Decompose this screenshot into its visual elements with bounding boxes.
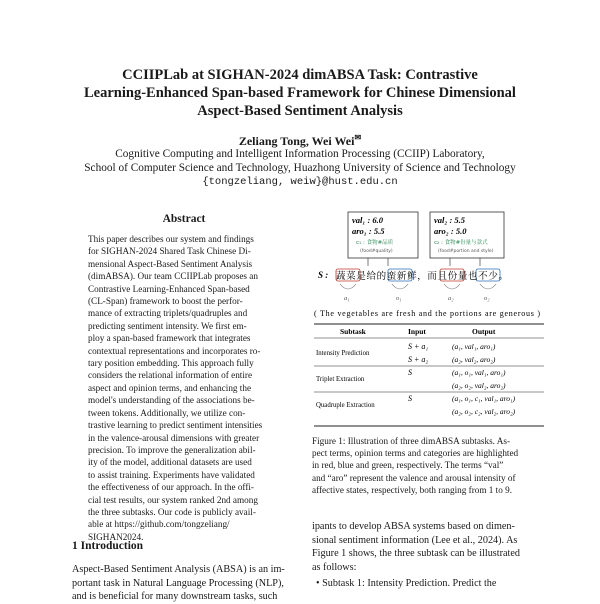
abstract-line: ploy a span-based framework that integrates <box>88 333 251 344</box>
span-label-o2: o₂ <box>484 295 490 302</box>
span-label-a1: a₁ <box>344 295 350 302</box>
table-header-output: Output <box>472 327 496 336</box>
span-arc-o1 <box>392 284 408 289</box>
table-cell-output: (a₂, o₂, val₂, aro₂) <box>452 381 506 390</box>
connector-2 <box>450 258 480 266</box>
table-header-subtask: Subtask <box>340 327 366 336</box>
envelope-icon: ✉ <box>354 133 362 142</box>
span-arc-a1 <box>340 284 356 289</box>
abstract-line: ity of the model, additional datasets are used <box>88 457 252 468</box>
title-line: Learning-Enhanced Span-based Framework for Chinese Dimensional <box>84 85 516 101</box>
abstract-line: mensional Aspect-Based Sentiment Analysis <box>88 258 253 269</box>
affiliation-line: School of Computer Science and Technology, Huazhong University of Science and Technology <box>84 162 516 174</box>
table-cell-subtask: Intensity Prediction <box>316 350 370 357</box>
span-label-a2: a₂ <box>448 295 454 302</box>
abstract-line: predicting sentiment intensity. We first em- <box>88 320 247 331</box>
abstract-heading: Abstract <box>162 213 206 225</box>
abstract-body <box>88 233 282 543</box>
body-line: ipants to develop ABSA systems based on dimen- <box>312 521 515 532</box>
affiliation-line: Cognitive Computing and Intelligent Information Processing (CCIIP) Laboratory, <box>115 148 485 160</box>
table-cell-input: S + a₁ <box>408 342 429 351</box>
title-line: CCIIPLab at SIGHAN-2024 dimABSA Task: Contrastive <box>122 67 478 83</box>
abstract-line: for SIGHAN-2024 Shared Task Chinese Di- <box>88 246 251 257</box>
affiliation <box>30 147 570 189</box>
sentence: 蔬菜是给的蛮新鲜，而且份量也不少。 <box>336 271 508 282</box>
intro-body <box>72 563 308 604</box>
abstract-line: tary position embedding. This approach fully <box>88 358 254 369</box>
abstract-line: (CL-Span) framework to boost the perfor- <box>88 296 243 307</box>
box1-aro: aro₁ : 5.5 <box>352 226 385 236</box>
box2-val: val₂ : 5.5 <box>434 215 466 225</box>
box2-aro: aro₂ : 5.0 <box>434 226 467 236</box>
intro-line: Aspect-Based Sentiment Analysis (ABSA) is an im- <box>72 564 285 575</box>
abstract-line: mance of extracting triplets/quadruples and <box>88 308 248 319</box>
table-cell-subtask: Triplet Extraction <box>316 376 365 383</box>
abstract-line: able at https://github.com/tongzeliang/ <box>88 519 230 530</box>
abstract-line: cial test results, our system ranked 2nd among <box>88 494 258 505</box>
table-cell-output: (a₁, val₁, aro₁) <box>452 342 496 351</box>
title-line: Aspect-Based Sentiment Analysis <box>197 103 403 119</box>
abstract-line: the three subtasks. Our code is publicly avail- <box>88 506 256 517</box>
caption-line: pect terms, opinion terms and categories are highlighted <box>312 448 519 459</box>
abstract-line: contextual representations and incorporates ro- <box>88 345 261 356</box>
right-body <box>312 520 544 574</box>
translation: ( The vegetables are fresh and the portions are generous ) <box>314 309 540 318</box>
caption-line: in red, blue and green, respectively. The terms “val” <box>312 460 504 471</box>
table-cell-output: (a₂, o₂, c₂, val₂, aro₂) <box>452 407 516 416</box>
paper-title <box>40 66 560 120</box>
abstract-line: This paper describes our system and findings <box>88 234 254 244</box>
span-arc-a2 <box>444 284 460 289</box>
table-header-input: Input <box>408 327 426 336</box>
table-cell-output: (a₁, o₁, val₁, aro₁) <box>452 368 506 377</box>
table-cell-input: S + a₂ <box>408 355 429 364</box>
intro-line: portant task in Natural Language Processing (NLP), <box>72 577 284 589</box>
body-line: sional sentiment information (Lee et al., 2024). As <box>312 534 518 546</box>
abstract-line: SIGHAN2024. <box>88 531 144 542</box>
figure-1 <box>310 208 550 430</box>
abstract-line: (dimABSA). Our team CCIIPLab proposes an <box>88 271 258 282</box>
abstract-line: the effectiveness of our approach. In the offi- <box>88 482 254 493</box>
sentence-label: S : <box>318 270 329 280</box>
body-line: Figure 1 shows, the three subtask can be illustrated <box>312 548 520 559</box>
abstract-line: model's understanding of the associations be- <box>88 395 255 406</box>
caption-line: affective states, respectively, both ranging from 1 to 9. <box>312 484 513 495</box>
span-label-o1: o₁ <box>396 295 402 302</box>
span-arc-o2 <box>480 284 496 289</box>
abstract-line: Contrastive Learning-Enhanced Span-based <box>88 283 250 294</box>
body-line: as follows: <box>312 561 357 573</box>
figure-caption <box>312 435 544 496</box>
table-rows <box>314 342 544 416</box>
abstract-line: tween tokens. Additionally, we utilize con- <box>88 407 246 418</box>
subtask-bullet: • Subtask 1: Intensity Prediction. Predict the <box>316 578 497 589</box>
author-names: Zeliang Tong, Wei Wei <box>238 134 355 148</box>
abstract-line: in the valence-arousal dimensions with greater <box>88 432 260 443</box>
caption-line: Figure 1: Illustration of three dimABSA subtasks. As- <box>312 436 511 446</box>
table-cell-output: (a₂, val₂, aro₂) <box>452 355 496 364</box>
caption-line: and “aro” represent the valence and arousal intensity of <box>312 472 516 483</box>
abstract-line: to assist training. Experiments have validated <box>88 469 255 480</box>
table-cell-output: (a₁, o₁, c₁, val₁, aro₁) <box>452 394 516 403</box>
email: {tongzeliang, weiw}@hust.edu.cn <box>202 176 398 188</box>
table-cell-input: S <box>408 368 412 377</box>
box2-cat-en: (food#portion and style) <box>438 249 494 254</box>
table-cell-input: S <box>408 394 412 403</box>
table-cell-subtask: Quadruple Extraction <box>316 402 375 409</box>
box2-cat: c₂ : 食物#份量与款式 <box>434 240 488 246</box>
section-heading: 1 Introduction <box>72 540 144 552</box>
abstract-line: considers the relational information of entire <box>88 370 253 381</box>
abstract-line: precision. To improve the generalization abil- <box>88 444 256 455</box>
box1-val: val₁ : 6.0 <box>352 215 384 225</box>
box1-cat: c₁ : 食物#品质 <box>356 240 394 246</box>
box1-cat-en: (food#quality) <box>360 249 393 254</box>
abstract-line: trastive learning to predict sentiment intensities <box>88 420 263 431</box>
abstract-line: aspect and opinion terms, and enhancing the <box>88 382 252 393</box>
connector-1 <box>368 258 388 266</box>
intro-line: and is beneficial for many downstream tasks, such <box>72 591 278 602</box>
